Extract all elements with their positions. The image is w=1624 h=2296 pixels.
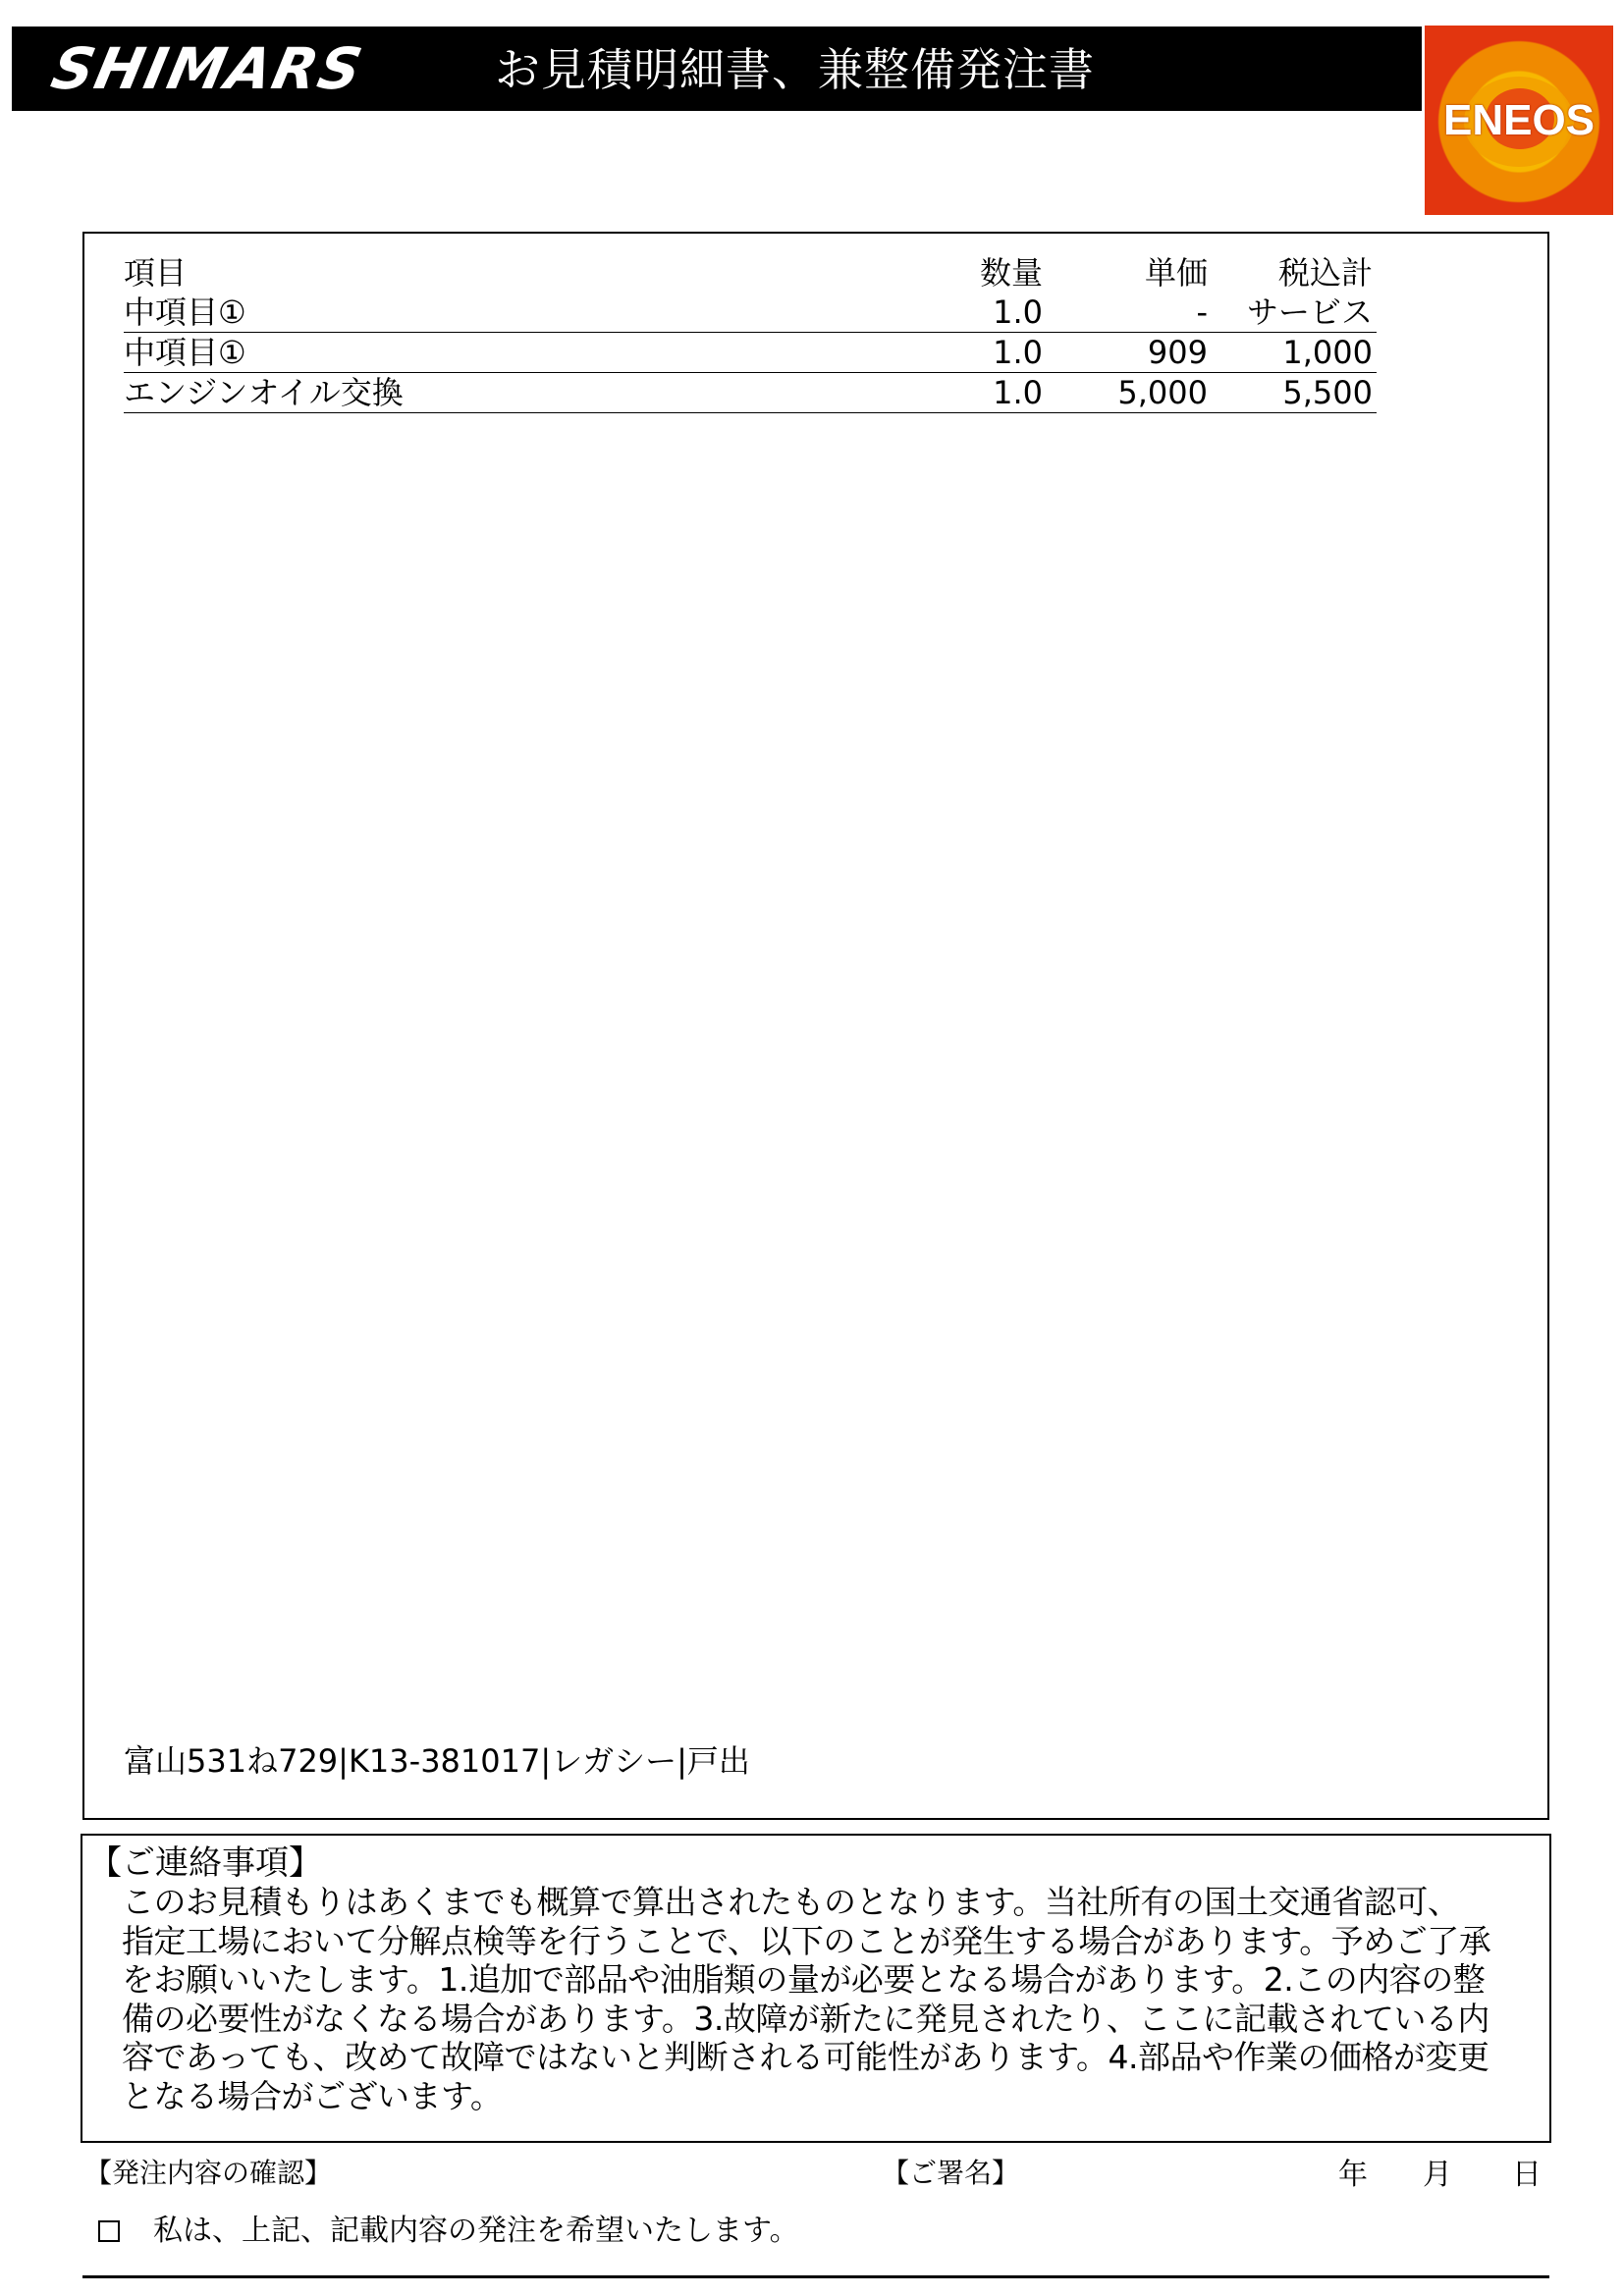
notice-title: 【ご連絡事項】 xyxy=(88,1843,322,1883)
item-total: 5,500 xyxy=(1282,374,1373,411)
notice-line: 指定工場において分解点検等を行うことで、以下のことが発生する場合があります。予めご了承 xyxy=(122,1921,1491,1960)
table-row xyxy=(124,373,1377,413)
notice-line: このお見積もりはあくまでも概算で算出されたものとなります。当社所有の国土交通省認可、 xyxy=(122,1883,1460,1921)
date-year-label: 年 xyxy=(1338,2158,1368,2192)
items-table xyxy=(124,253,1377,413)
page-title: お見積明細書、兼整備発注書 xyxy=(495,43,1095,96)
notice-body xyxy=(122,1883,1545,2115)
column-header-qty: 数量 xyxy=(979,254,1043,292)
item-name: エンジンオイル交換 xyxy=(124,374,404,411)
header-bar xyxy=(12,27,1422,111)
notice-line: 容であっても、改めて故障ではないと判断される可能性があります。4.部品や作業の価格が変更 xyxy=(122,2038,1489,2076)
order-confirm-checkbox[interactable] xyxy=(98,2220,120,2242)
column-header-name: 項目 xyxy=(124,254,188,292)
notice-line: 備の必要性がなくなる場合があります。3.故障が新たに発見されたり、ここに記載されている内 xyxy=(122,1999,1489,2038)
column-header-unit-price: 単価 xyxy=(1144,254,1208,292)
table-row xyxy=(124,333,1377,373)
item-total: 1,000 xyxy=(1282,334,1373,371)
items-section xyxy=(82,232,1549,1820)
order-confirm-label: 【発注内容の確認】 xyxy=(84,2157,333,2189)
item-unit-price: 909 xyxy=(1147,334,1208,371)
date-day-label: 日 xyxy=(1512,2158,1542,2192)
column-header-total: 税込計 xyxy=(1277,254,1373,292)
eneos-logo xyxy=(1425,26,1613,215)
item-qty: 1.0 xyxy=(993,294,1043,331)
item-qty: 1.0 xyxy=(993,334,1043,371)
item-unit-price: - xyxy=(1196,294,1208,331)
item-unit-price: 5,000 xyxy=(1117,374,1208,411)
signature-line xyxy=(82,2275,1549,2278)
item-qty: 1.0 xyxy=(993,374,1043,411)
signature-label: 【ご署名】 xyxy=(882,2157,1020,2189)
table-header-row xyxy=(124,253,1377,293)
date-month-label: 月 xyxy=(1423,2158,1452,2192)
eneos-logo-text: ENEOS xyxy=(1442,96,1596,144)
item-name: 中項目① xyxy=(124,334,246,371)
table-row xyxy=(124,293,1377,333)
brand-logo: SHIMARS xyxy=(45,35,370,102)
vehicle-info: 富山531ね729|K13-381017|レガシー|戸出 xyxy=(124,1742,750,1780)
notice-line: となる場合がございます。 xyxy=(122,2076,503,2115)
order-confirm-text: 私は、上記、記載内容の発注を希望いたします。 xyxy=(153,2214,799,2248)
item-total: サービス xyxy=(1246,294,1373,331)
notice-section xyxy=(81,1834,1551,2143)
item-name: 中項目① xyxy=(124,294,246,331)
notice-line: をお願いいたします。1.追加で部品や油脂類の量が必要となる場合があります。2.この内容の整 xyxy=(122,1960,1486,1999)
